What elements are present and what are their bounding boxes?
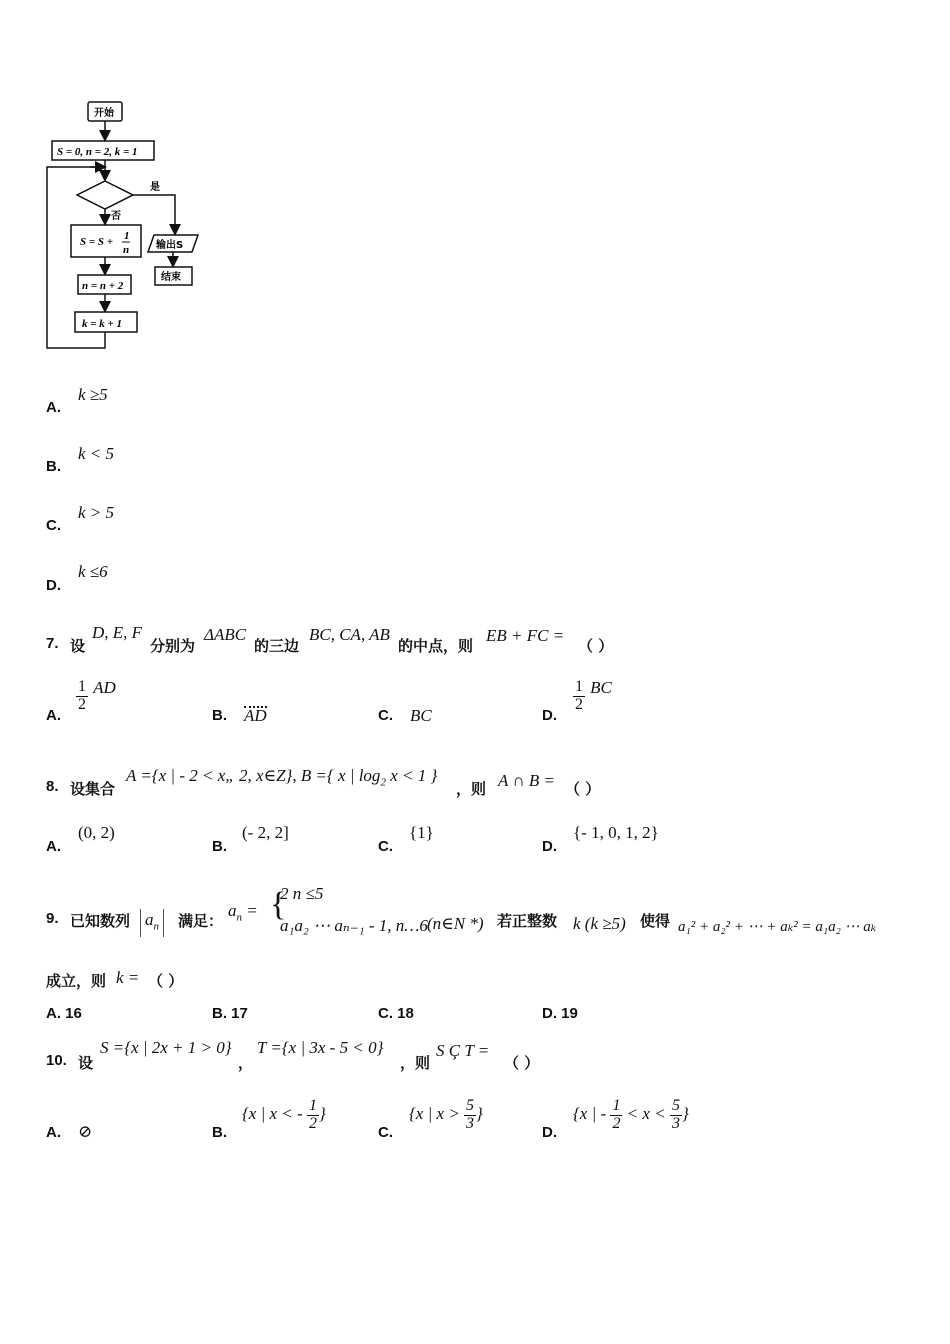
q10-option-b-label: B. [212, 1124, 227, 1141]
q8-option-a-label: A. [46, 838, 61, 855]
flowchart-end-text: 结束 [161, 272, 181, 283]
q8-option-b-expr: (- 2, 2] [242, 823, 289, 842]
q9-text-2: 满足： [178, 912, 224, 930]
q7-text-4: 的中点，则 [398, 637, 474, 655]
q10-option-b-expr: {x | x < - $\frac{1}{2}$ } [242, 1097, 326, 1132]
q10-text-4: （ ） [504, 1054, 540, 1072]
q6-option-c-expr: k > 5 [78, 503, 115, 522]
q10-option-d-label: D. [542, 1124, 557, 1141]
q9-option-a: A. 16 [46, 1005, 82, 1022]
flowchart-output-text: 输出S [156, 240, 184, 251]
q9-math-2: $a_n$ = [228, 901, 258, 924]
q10-text-1: 设 [78, 1054, 94, 1072]
q7-option-b-label: B. [212, 707, 227, 724]
q9-text-6: （ ） [148, 972, 184, 990]
q6-option-a-label: A. [46, 399, 61, 416]
q6-option-b-expr: k < 5 [78, 444, 115, 463]
q6-option-a-expr: k ≥5 [78, 385, 108, 404]
q9-math-5: a₁² + a₂² + ⋯ + aₖ² = a₁a₂ ⋯ aₖ [678, 919, 877, 935]
q8-number: 8. [46, 778, 59, 795]
q7-option-c-label: C. [378, 707, 393, 724]
q9-math-1: $a_n$ [140, 909, 164, 937]
q8-option-a-expr: (0, 2) [78, 823, 115, 842]
q9-option-c: C. 18 [378, 1005, 414, 1022]
q10-option-d-expr: {x | - $\frac{1}{2}$ < x < $\frac{5}{3}$ } [573, 1097, 689, 1132]
flowchart-start-text: 开始 [94, 108, 114, 119]
q8-text-1: 设集合 [70, 780, 116, 798]
flowchart-no-text: 否 [111, 211, 121, 222]
q7-text-2: 分别为 [150, 637, 196, 655]
q6-option-c-label: C. [46, 517, 61, 534]
q7-math-3: BC, CA, AB [309, 625, 390, 644]
q10-option-c-label: C. [378, 1124, 393, 1141]
q7-text-1: 设 [70, 637, 86, 655]
q9-case-2: a₁a₂ ⋯ aₙ₋₁ - 1, n…6 [280, 916, 428, 935]
q7-math-4: EB + FC = [486, 626, 565, 645]
q7-option-c-expr: BC [410, 706, 432, 725]
q8-option-d-expr: {- 1, 0, 1, 2} [573, 823, 659, 842]
q7-text-5: （ ） [578, 637, 614, 655]
q10-text-2: ， [238, 1054, 254, 1072]
q8-text-2: ，则 [456, 780, 487, 798]
flowchart-init-text: S = 0, n = 2, k = 1 [57, 146, 138, 158]
q10-math-1: S ={x | 2x + 1 > 0} [100, 1038, 232, 1057]
flowchart-k-text: k = k + 1 [82, 318, 123, 330]
q9-option-d: D. 19 [542, 1005, 578, 1022]
q9-number: 9. [46, 910, 59, 927]
q10-number: 10. [46, 1052, 67, 1069]
q8-option-b-label: B. [212, 838, 227, 855]
q10-text-3: ，则 [400, 1054, 431, 1072]
flowchart-sum-den: n [123, 244, 130, 256]
flowchart-sum-num: 1 [124, 230, 130, 242]
q10-math-3: S Ç T = [436, 1041, 490, 1060]
q9-brace: { [270, 886, 287, 923]
q7-math-1: D, E, F [92, 623, 143, 642]
q10-math-2: T ={x | 3x - 5 < 0} [257, 1038, 384, 1057]
q6-option-d-label: D. [46, 577, 61, 594]
q9-math-4: k (k ≥5) [573, 914, 626, 933]
flowchart-n-text: n = n + 2 [82, 280, 124, 292]
q6-option-d-expr: k ≤6 [78, 562, 108, 581]
q9-text-3: 若正整数 [497, 912, 558, 930]
q8-option-c-expr: {1} [409, 823, 434, 842]
q7-option-a-expr: $\frac{1}{2}$ AD [78, 678, 116, 713]
q10-option-a-label: A. [46, 1124, 61, 1141]
q10-option-a-expr: ⊘ [78, 1122, 93, 1141]
q8-option-c-label: C. [378, 838, 393, 855]
q8-math-2: A ∩ B = [498, 771, 555, 790]
flowchart [40, 95, 210, 360]
q7-text-3: 的三边 [254, 637, 300, 655]
q7-option-a-label: A. [46, 707, 61, 724]
q6-option-b-label: B. [46, 458, 61, 475]
q9-text-4: 使得 [640, 912, 671, 930]
flowchart-decision-diamond [77, 181, 133, 209]
q9-text-1: 已知数列 [70, 912, 131, 930]
flowchart-sum-text: S = S + [80, 236, 114, 248]
q7-option-d-label: D. [542, 707, 557, 724]
q9-option-b: B. 17 [212, 1005, 248, 1022]
q8-math-1: A ={x | - 2 < x„ 2, x∈Z}, B ={ x | $\log_2 x < 1$ } [126, 766, 438, 789]
q9-math-6: k = [116, 968, 140, 987]
q8-text-3: （ ） [565, 780, 601, 798]
q10-option-c-expr: {x | x > $\frac{5}{3}$ } [409, 1097, 483, 1132]
q9-case-1: 2 n ≤5 [280, 884, 324, 903]
flowchart-yes-text: 是 [150, 182, 160, 193]
q7-math-2: ΔABC [204, 625, 247, 644]
q7-option-d-expr: $\frac{1}{2}$ BC [575, 678, 612, 713]
q8-option-d-label: D. [542, 838, 557, 855]
q7-option-b-expr: AD [244, 706, 267, 725]
q7-number: 7. [46, 635, 59, 652]
q9-math-3: (n∈N *) [427, 914, 484, 933]
q9-text-5: 成立，则 [46, 972, 107, 990]
